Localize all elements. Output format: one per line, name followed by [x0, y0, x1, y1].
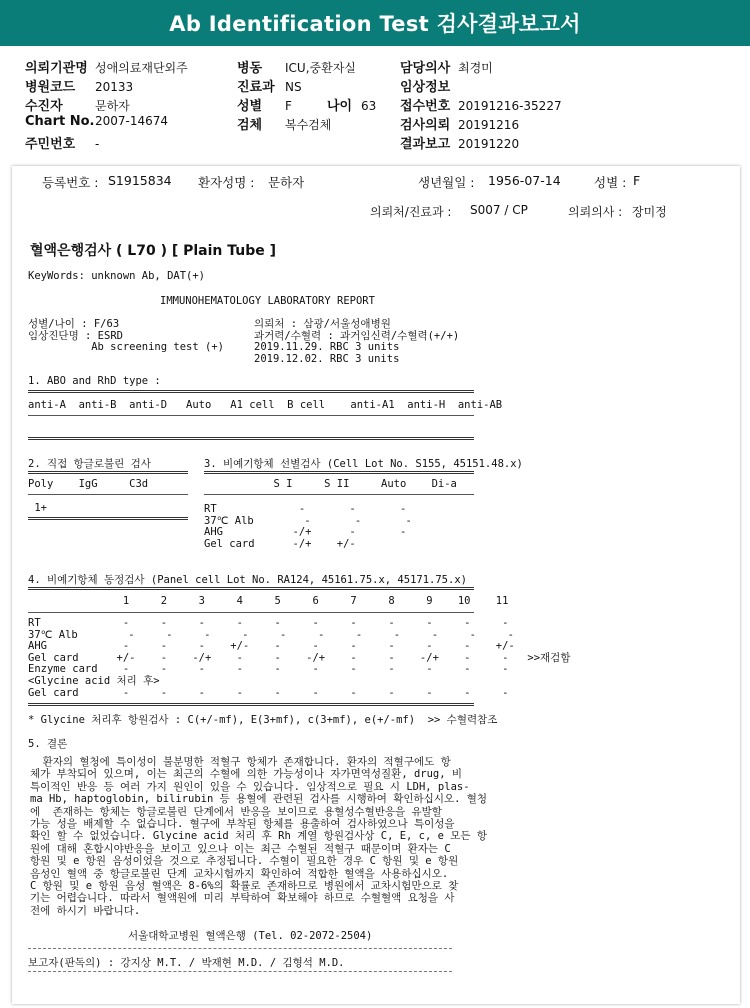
specimen-label: 검체	[237, 118, 263, 133]
ward-value: ICU,중환자실	[285, 61, 356, 75]
reg-no-label: 등록번호 :	[42, 175, 99, 190]
divider	[28, 494, 188, 495]
header-col2	[237, 57, 376, 133]
screening-header: S I S II Auto Di-a	[204, 478, 457, 490]
divider	[204, 471, 474, 474]
divider	[28, 415, 474, 416]
ward-label: 병동	[237, 61, 263, 76]
header-col1	[25, 57, 188, 152]
receipt-no-label: 접수번호	[400, 99, 451, 114]
report-sex-label: 성별 :	[594, 175, 627, 190]
divider	[28, 612, 474, 613]
report-title-bar	[0, 0, 750, 46]
patient-name-value: 문하자	[268, 175, 305, 190]
sex-value: F	[285, 99, 292, 113]
glycine-note: * Glycine 처리후 항원검사 : C(+/-mf), E(3+mf), c(3+mf), e(+/-mf) >> 수혈력참조	[28, 714, 498, 726]
divider	[28, 390, 474, 393]
doctor-label: 담당의사	[400, 61, 451, 76]
divider	[204, 494, 474, 495]
dob-value: 1956-07-14	[488, 173, 561, 188]
dept-label: 의뢰처/진료과 :	[370, 205, 452, 219]
patient-info-left: 성별/나이 : F/63 임상진단명 : ESRD Ab screening test (+)	[28, 318, 224, 353]
patient-name-label: 환자성명 :	[198, 175, 255, 190]
doctor-value: 최경미	[458, 61, 493, 75]
scanned-report	[12, 166, 740, 1004]
reporter-line: 보고자(판독의) : 강지상 M.T. / 박재현 M.D. / 김형석 M.D.	[28, 957, 345, 969]
receipt-no-value: 20191216-35227	[458, 99, 562, 113]
test-title: 혈액은행검사 ( L70 ) [ Plain Tube ]	[30, 243, 277, 259]
sec3-title: 3. 비예기항체 선별검사 (Cell Lot No. S155, 45151.48.x)	[204, 458, 523, 470]
report-date-value: 20191220	[458, 137, 520, 151]
department-label: 진료과	[237, 80, 275, 95]
divider	[28, 517, 188, 520]
patient-value: 문하자	[95, 99, 130, 113]
age-label: 나이	[327, 99, 353, 114]
sec1-title: 1. ABO and RhD type :	[28, 375, 161, 387]
patient-label: 수진자	[25, 99, 63, 114]
chart-no-label: Chart No.	[25, 114, 95, 129]
institution-value: 성애의료재단외주	[95, 61, 188, 75]
resident-no-label: 주민번호	[25, 137, 76, 152]
patient-info-right: 의뢰처 : 삼광/서울성애병원 과거력/수혈력 : 과거임신력/수혈력(+/+) 2019.11.29. RBC 3 units 2019.12.02. RBC 3 units	[254, 318, 460, 365]
panel-header: 1 2 3 4 5 6 7 8 9 10 11	[28, 595, 509, 607]
request-date-value: 20191216	[458, 118, 520, 132]
abo-header: anti-A anti-B anti-D Auto A1 cell B cell anti-A1 anti-H anti-AB	[28, 399, 503, 411]
sec4-title: 4. 비예기항체 동정검사 (Panel cell Lot No. RA124, 45161.75.x, 45171.75.x)	[28, 574, 467, 586]
screening-rows: RT - - - 37℃ Alb - - - AHG -/+ - - Gel card -/+ +/-	[204, 503, 412, 550]
divider	[28, 437, 474, 440]
sec5-title: 5. 결론	[28, 738, 68, 750]
divider	[28, 587, 474, 590]
age-value: 63	[361, 99, 377, 113]
dat-header: Poly IgG C3d	[28, 478, 149, 490]
department-value: NS	[285, 80, 302, 94]
panel-rows: RT - - - - - - - - - - - 37℃ Alb - - - - - - - - - - - AHG - - - +/- - - - - - - +/- Gel card +/- - -/+ - - -/+ - - -/+ - - >>재검함 Enzyme card - - - - - - - - - - - <Glycine acid 처리 후> Gel card - - - - - - - - - - -	[28, 617, 571, 699]
hospital-code-label: 병원코드	[25, 80, 76, 95]
institution-label: 의뢰기관명	[25, 61, 88, 76]
header-col3	[400, 57, 562, 152]
clinical-info-label: 임상정보	[400, 80, 451, 95]
requesting-doctor-label: 의뢰의사 :	[568, 205, 623, 219]
sec2-title: 2. 직접 항글로불린 검사	[28, 458, 151, 470]
report-sex-value: F	[633, 173, 641, 188]
keywords: KeyWords: unknown Ab, DAT(+)	[28, 270, 206, 282]
dob-label: 생년월일 :	[418, 175, 475, 190]
requesting-doctor-value: 장미정	[632, 205, 667, 219]
report-date-label: 결과보고	[400, 137, 451, 152]
reg-no-value: S1915834	[108, 173, 172, 188]
divider	[28, 703, 474, 706]
dat-value: 1+	[28, 502, 47, 514]
specimen-value: 복수검체	[285, 118, 332, 132]
sex-label: 성별	[237, 99, 263, 114]
resident-no-value: -	[95, 137, 100, 151]
request-date-label: 검사의뢰	[400, 118, 451, 133]
divider	[28, 471, 188, 474]
dept-value: S007 / CP	[470, 203, 528, 217]
hospital-code-value: 20133	[95, 80, 134, 94]
chart-no-value: 2007-14674	[95, 114, 169, 128]
divider	[28, 971, 452, 972]
hospital-line: 서울대학교병원 혈액은행 (Tel. 02-2072-2504)	[128, 930, 373, 942]
conclusion-text: 환자의 혈청에 특이성이 불분명한 적혈구 항체가 존재합니다. 환자의 적혈구에도 항 체가 부착되어 있으며, 이는 최근의 수혈에 의한 가능성이나 자가면역성질환, drug, 비 특이적인 반응 등 여러 가지 원인이 있을 수 있습니다. 임상적으로 필요 시 LDH, plas- ma Hb, haptoglobin, bilirubin 등 용혈에 관련된 검사를 시행하여 확인하십시오. 혈청 에 존재하는 항체는 항글로불린 단계에서 반응을 보이므로 용혈성수혈반응을 유발할 가능 성을 배제할 수 없습니다. 혈구에 부착된 항체를 용출하여 검사하였으나 특이성을 확인 할 수 없었습니다. Glycine acid 처리 후 Rh 계열 항원검사상 C, E, c, e 모든 항 원에 대해 혼합시야반응을 보이고 있으나 이는 최근 수혈된 적혈구 때문이며 환자는 C 항원 및 e 항원 음성이었을 것으로 추정됩니다. 수혈이 필요한 경우 C 항원 및 e 항원 음성인 혈액 중 항글로불린 단계 교차시험까지 확인하여 적합한 혈액을 사용하십시오. C 항원 및 e 항원 음성 혈액은 8-6%의 확률로 존재하므로 병원에서 교차시험만으로 찾 기는 어렵습니다. 따라서 혈액원에 미리 부탁하여 확보해야 하므로 수혈혈액 요청을 사 전에 하시기 바랍니다.	[30, 756, 488, 917]
lab-report-title: IMMUNOHEMATOLOGY LABORATORY REPORT	[160, 295, 375, 307]
report-title: Ab Identification Test 검사결과보고서	[169, 12, 581, 36]
divider	[28, 948, 452, 949]
